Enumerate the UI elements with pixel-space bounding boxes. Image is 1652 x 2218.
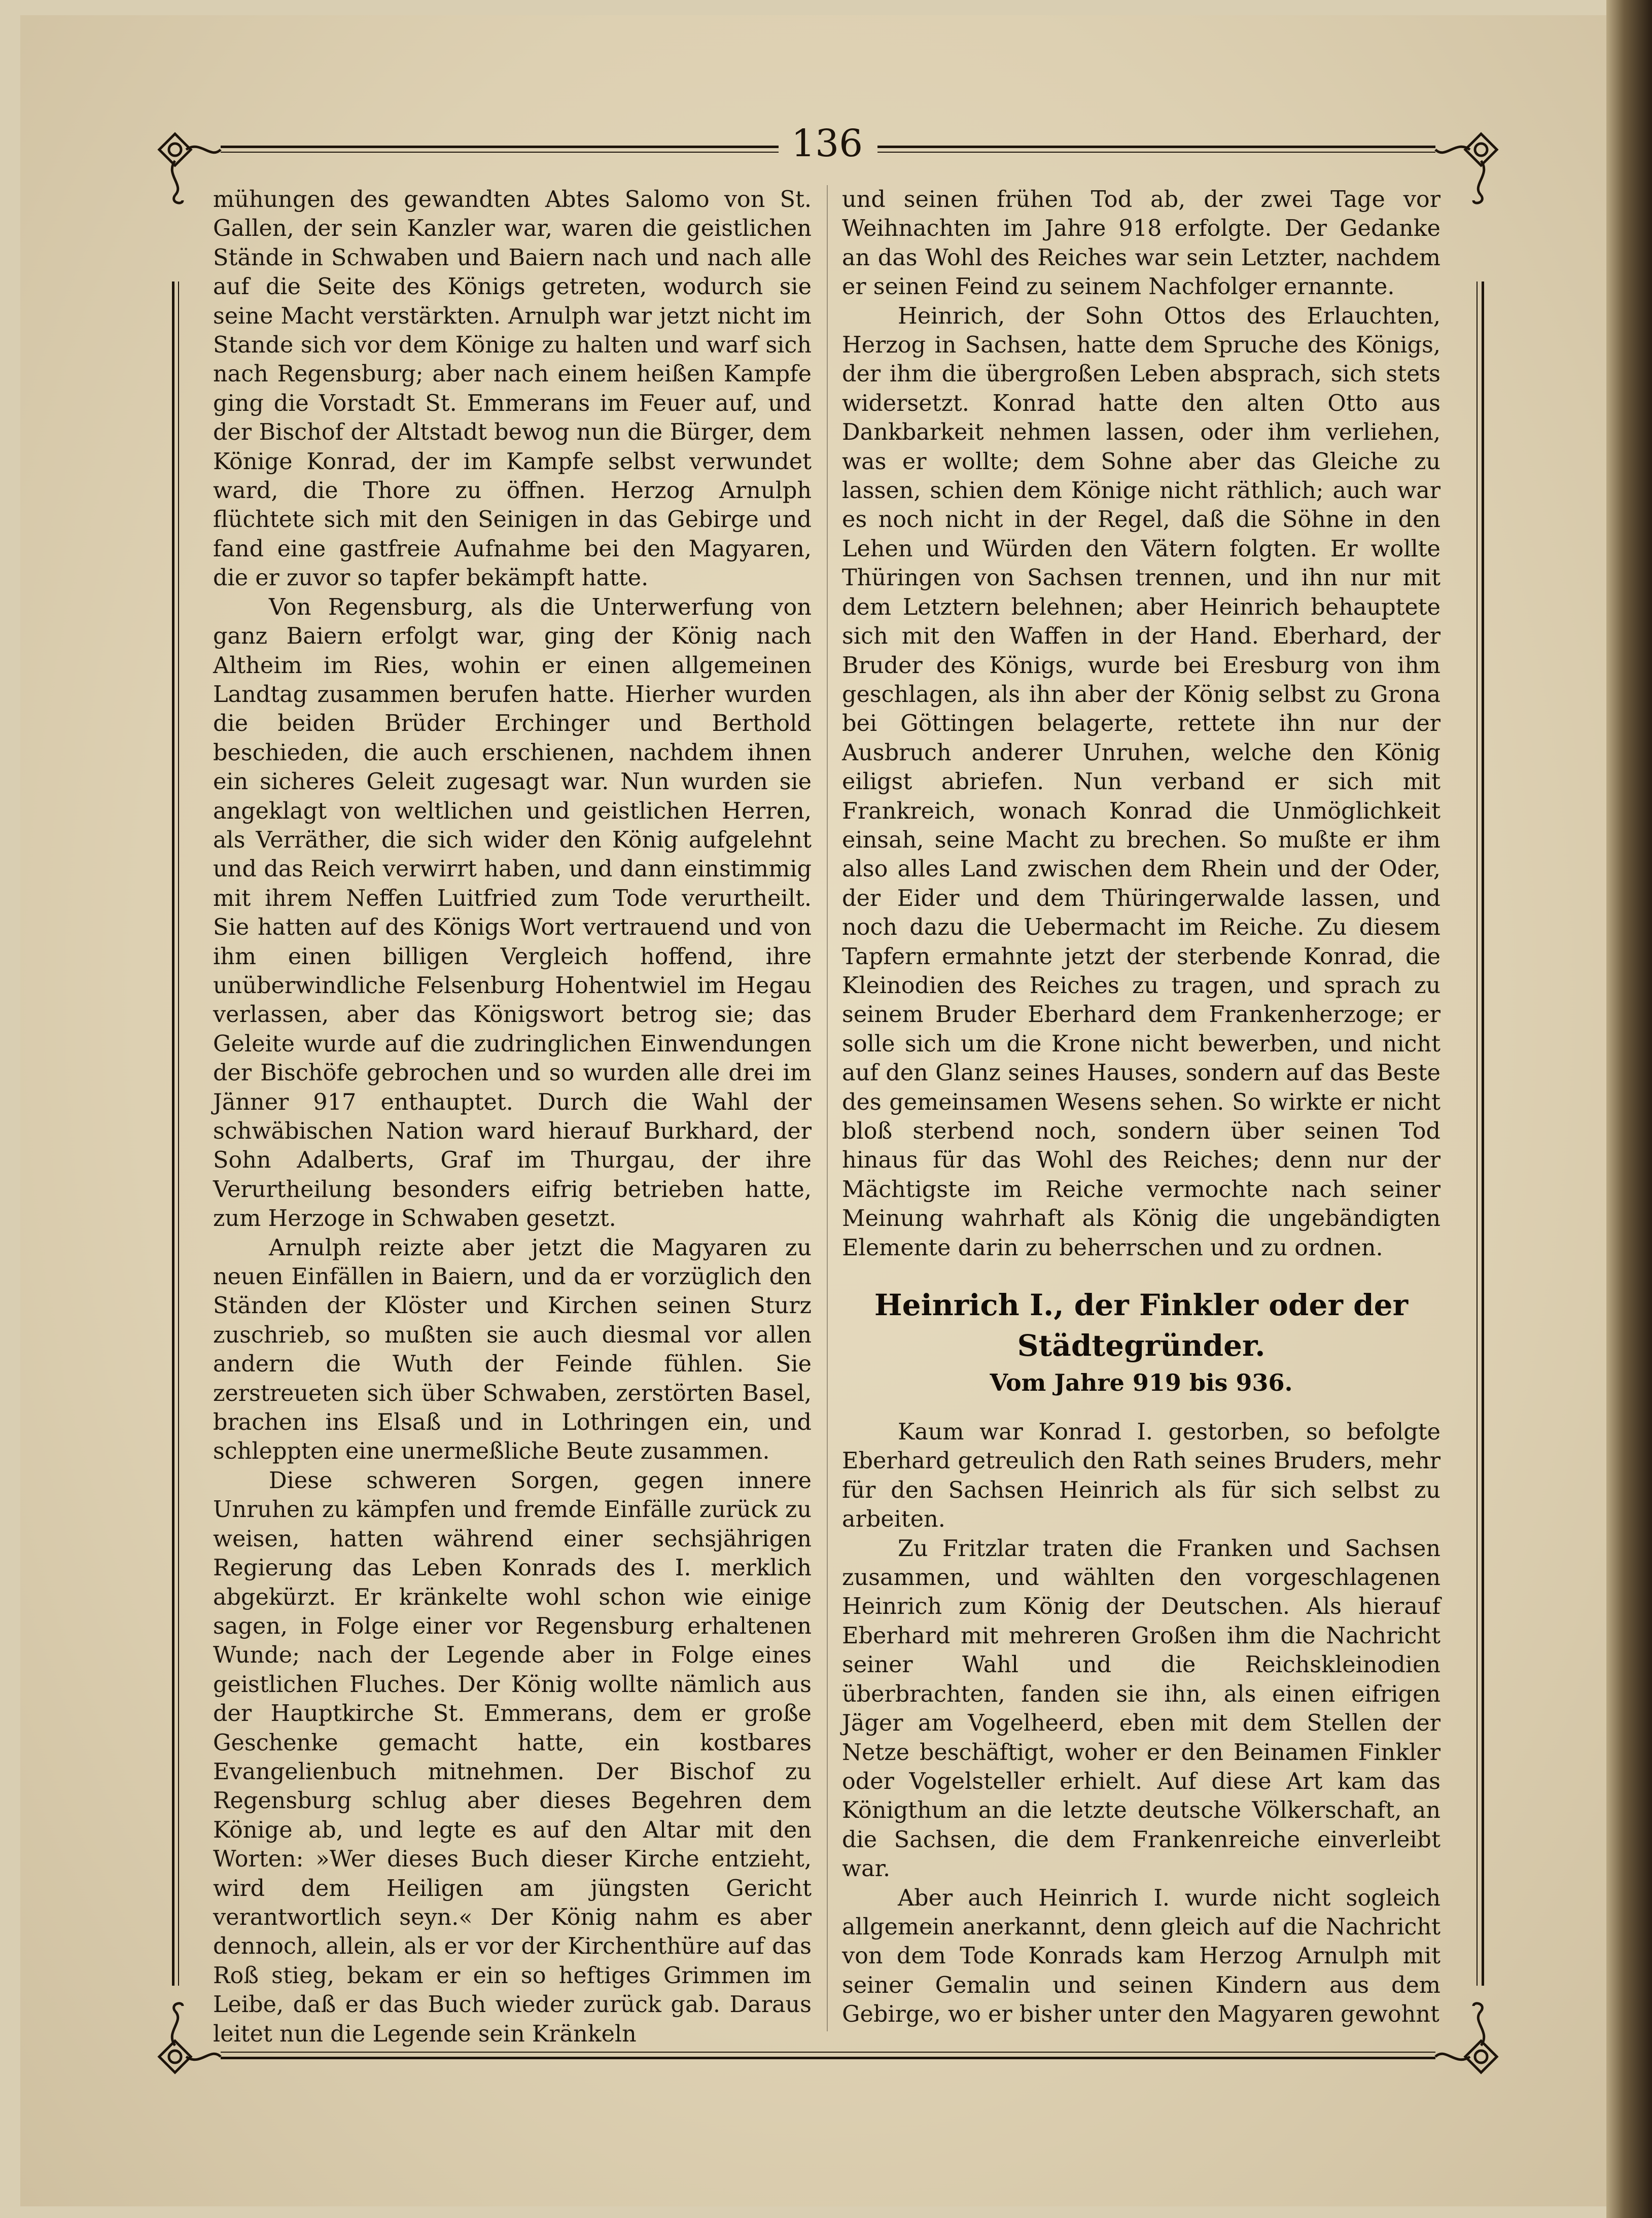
column-separator bbox=[827, 185, 828, 2031]
top-rule-right-thin bbox=[877, 152, 1435, 153]
paragraph: Diese schweren Sorgen, gegen innere Unruhen zu kämpfen und fremde Einfälle zurück zu weisen, hatten während einer sechsjährigen Regierung das Leben Konrads des I. merklich abgekürzt. Er kränkelte wohl schon wie einige sagen, in Folge einer vor Regensburg erhaltenen Wunde; nach der Legende aber in Folge eines geistlichen Fluches. Der König wollte nämlich aus der Hauptkirche St. Emmerans, dem er große Geschenke gemacht hatte, ein kostbares Evangelienbuch mitnehmen. Der Bischof zu Regensburg schlug aber dieses Begehren dem Könige ab, und legte es auf den Altar mit den Worten: »Wer dieses Buch dieser Kirche entzieht, wird dem Heiligen am jüngsten Gericht verantwortlich seyn.« Der König nahm es aber dennoch, allein, als er vor der Kirchenthüre auf das Roß stieg, bekam er ein so heftiges Grimmen im Leibe, daß er das Buch wieder zurück gab. Daraus leitet nun die Legende sein Kränkeln bbox=[213, 1467, 812, 2047]
paragraph: mühungen des gewandten Abtes Salomo von St. Gallen, der sein Kanzler war, waren die geistlichen Stände in Schwaben und Baiern nach und nach alle auf die Seite des Königs getreten, wodurch sie seine Macht verstärkten. Arnulph war jetzt nicht im Stande sich vor dem Könige zu halten und warf sich nach Regensburg; aber nach einem heißen Kampfe ging die Vorstadt St. Emmerans im Feuer auf, und der Bischof der Altstadt bewog nun die Bürger, dem Könige Konrad, der im Kampfe selbst verwundet ward, die Thore zu öffnen. Herzog Arnulph flüchtete sich mit den Seinigen in das Gebirge und fand eine gastfreie Aufnahme bei den Magyaren, die er zuvor so tapfer bekämpft hatte. bbox=[213, 187, 812, 591]
bottom-rule-thin bbox=[221, 2052, 1435, 2053]
page-number: 136 bbox=[791, 122, 863, 165]
top-rule-left-thin bbox=[221, 152, 779, 153]
paragraph: Kaum war Konrad I. gestorben, so befolgte Eberhard getreulich den Rath seines Bruders, mehr für den Sachsen Heinrich als für sich selbst zu arbeiten. bbox=[842, 1419, 1440, 1533]
section-heading: Heinrich I., der Finkler oder der Städtegründer. bbox=[874, 1288, 1409, 1363]
right-column bbox=[842, 185, 1440, 2029]
paragraph: Von Regensburg, als die Unterwerfung von ganz Baiern erfolgt war, ging der König nach Altheim im Ries, wohin er einen allgemeinen Landtag zusammen berufen hatte. Hierher wurden die beiden Brüder Erchinger und Berthold beschieden, die auch erschienen, nachdem ihnen ein sicheres Geleit zugesagt war. Nun wurden sie angeklagt von weltlichen und geistlichen Herren, als Verräther, die sich wider den König aufgelehnt und das Reich verwirrt haben, und dann einstimmig mit ihrem Neffen Luitfried zum Tode verurtheilt. Sie hatten auf des Königs Wort vertrauend und von ihm einen billigen Vergleich hoffend, ihre unüberwindliche Felsenburg Hohentwiel im Hegau verlassen, aber das Königswort betrog sie; das Geleite wurde auf die zudringlichen Einwendungen der Bischöfe gebrochen und so wurden alle drei im Jänner 917 enthauptet. Durch die Wahl der schwäbischen Nation ward hierauf Burkhard, der Sohn Adalberts, Graf im Thurgau, der ihre Verurtheilung besonders eifrig betrieben hatte, zum Herzoge in Schwaben gesetzt. bbox=[213, 594, 812, 1232]
left-rule-thin bbox=[178, 281, 179, 1986]
section-subheading: Vom Jahre 919 bis 936. bbox=[990, 1369, 1293, 1397]
paragraph: Zu Fritzlar traten die Franken und Sachsen zusammen, und wählten den vorgeschlagenen Heinrich zum König der Deutschen. Als hierauf Eberhard mit mehreren Großen ihm die Nachricht seiner Wahl und die Reichskleinodien überbrachten, fanden sie ihn, als einen eifrigen Jäger am Vogelheerd, eben mit dem Stellen der Netze beschäftigt, woher er den Beinamen Finkler oder Vogelsteller erhielt. Auf diese Art kam das Königthum an die letzte deutsche Völkerschaft, an die Sachsen, die dem Frankenreiche einverleibt war. bbox=[842, 1535, 1440, 1882]
paragraph: Aber auch Heinrich I. wurde nicht sogleich allgemein anerkannt, denn gleich auf die Nachricht von dem Tode Konrads kam Herzog Arnulph mit seiner Gemalin und seinen Kindern aus dem Gebirge, wo er bisher unter den Magyaren gewohnt bbox=[842, 1885, 1440, 2028]
book-gutter bbox=[1606, 0, 1652, 2218]
left-column bbox=[213, 185, 812, 2049]
right-rule-thin bbox=[1477, 281, 1478, 1986]
paragraph: und seinen frühen Tod ab, der zwei Tage vor Weihnachten im Jahre 918 erfolgte. Der Gedanke an das Wohl des Reiches war sein Letzter, nachdem er seinen Feind zu seinem Nachfolger ernannte. bbox=[842, 187, 1440, 300]
right-rule bbox=[1482, 281, 1484, 1986]
top-rule-left bbox=[221, 146, 779, 148]
top-rule-right bbox=[877, 146, 1435, 148]
paragraph: Arnulph reizte aber jetzt die Magyaren zu neuen Einfällen in Baiern, und da er vorzüglich den Ständen der Klöster und Kirchen seinen Sturz zuschrieb, so mußten sie auch diesmal vor allen andern die Wuth der Feinde fühlen. Sie zerstreueten sich über Schwaben, zerstörten Basel, brachen ins Elsaß und in Lothringen ein, und schleppten eine unermeßliche Beute zusammen. bbox=[213, 1235, 812, 1465]
left-rule bbox=[172, 281, 174, 1986]
bottom-rule bbox=[221, 2057, 1435, 2059]
paragraph: Heinrich, der Sohn Ottos des Erlauchten, Herzog in Sachsen, hatte dem Spruche des Königs, der ihm die übergroßen Leben absprach, sich stets widersetzt. Konrad hatte den alten Otto aus Dankbarkeit nehmen lassen, oder ihm verliehen, was er wollte; dem Sohne aber das Gleiche zu lassen, schien dem Könige nicht räthlich; auch war es noch nicht in der Regel, daß die Söhne in den Lehen und Würden den Vätern folgten. Er wollte Thüringen von Sachsen trennen, und ihn nur mit dem Letztern belehnen; aber Heinrich behauptete sich mit den Waffen in der Hand. Eberhard, der Bruder des Königs, wurde bei Eresburg von ihm geschlagen, als ihn aber der König selbst zu Grona bei Göttingen belagerte, rettete ihn nur der Ausbruch anderer Unruhen, welche den König eiligst abriefen. Nun verband er sich mit Frankreich, wonach Konrad die Unmöglichkeit einsah, seine Macht zu brechen. So mußte er ihm also alles Land zwischen dem Rhein und der Oder, der Eider und dem Thüringerwalde lassen, und noch dazu die Uebermacht im Reiche. Zu diesem Tapfern ermahnte jetzt der sterbende Konrad, die Kleinodien des Reiches zu tragen, und sprach zu seinem Bruder Eberhard dem Frankenherzoge; er solle sich um die Krone nicht bewerben, und nicht auf den Glanz seines Hauses, sondern auf das Beste des gemeinsamen Wesens sehen. So wirkte er nicht bloß sterbend noch, sondern über seinen Tod hinaus für das Wohl des Reiches; denn nur der Mächtigste im Reiche vermochte nach seiner Meinung wahrhaft als König die ungebändigten Elemente darin zu beherrschen und zu ordnen. bbox=[842, 303, 1440, 1261]
